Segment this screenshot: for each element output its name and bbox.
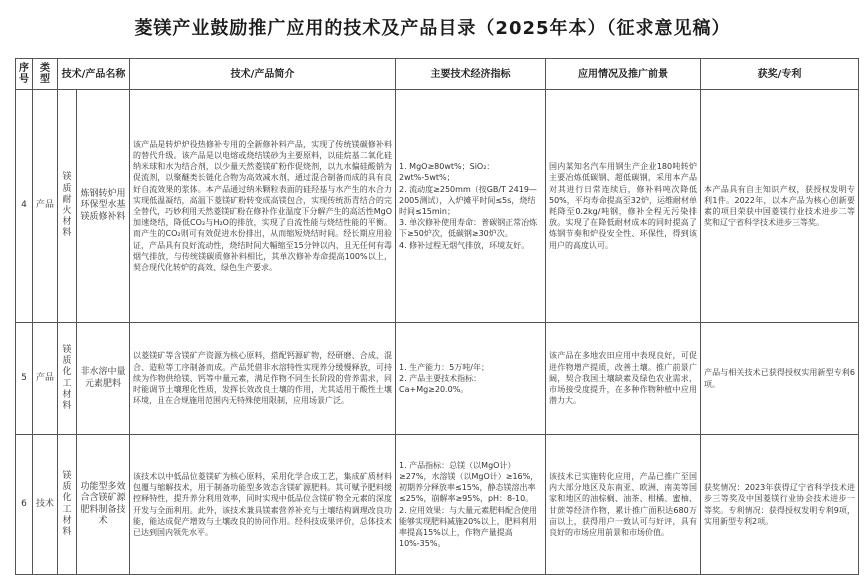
row-seq: 6 (16, 435, 33, 575)
table-row (16, 435, 859, 575)
row-name: 非水溶中量元素肥料 (77, 323, 130, 435)
indicator-item: 2. 产品主要技术指标：Ca+Mg≥20.0%。 (399, 373, 482, 395)
row-seq: 5 (16, 323, 33, 435)
awards-text: 产品与相关技术已获得授权实用新型专利6项。 (704, 368, 855, 389)
header-type: 类型 (33, 59, 58, 90)
indicator-item: 2. 流动度≥250mm（按GB/T 2419—2005测试），入炉摊平时间≤5s，烧结时间≤15min； (399, 184, 537, 216)
row-intro (130, 435, 396, 575)
header-name: 技术/产品名称 (58, 59, 130, 90)
table-row (16, 323, 859, 435)
header-intro: 技术/产品简介 (130, 59, 396, 90)
row-category: 镁质化工材料 (58, 323, 77, 435)
table-row (16, 90, 859, 323)
indicator-item: 4. 修补过程无烟气排放，环境友好。 (399, 240, 530, 250)
row-indicators (396, 323, 546, 435)
row-awards (701, 435, 859, 575)
page-title: 菱镁产业鼓励推广应用的技术及产品目录（2025年本）（征求意见稿） (134, 18, 731, 39)
header-awards: 获奖/专利 (701, 59, 859, 90)
indicator-item: 2. 应用效果：与大量元素肥料配合使用能够实现肥料减施20%以上，肥料利用率提高15%以上，作物产量提高10%-35%。 (399, 505, 538, 549)
row-type: 技术 (33, 435, 58, 575)
header-application: 应用情况及推广前景 (546, 59, 701, 90)
row-category: 镁质耐火材料 (58, 90, 77, 323)
row-application (546, 323, 701, 435)
row-name: 功能型多效合含镁矿源肥料制备技术 (77, 435, 130, 575)
intro-text: 以菱镁矿等含镁矿产资源为核心原料，搭配钙源矿物，经研磨、合成、混合、造粒等工序制备而成。产品凭借非水溶特性实现养分缓慢释放，可持续为作物供给镁、钙等中量元素，满足作物不同生长阶段的营养需求，同时能调节土壤理化性质，发挥长效改良土壤的作用，尤其适用于酸性土壤环境，且在合规施用范围内无特殊使用限制，应用场景广泛。 (133, 351, 392, 406)
row-category: 镁质化工材料 (58, 435, 77, 575)
header-indicators: 主要技术经济指标 (396, 59, 546, 90)
application-text: 该产品在多地农田应用中表现良好，可促进作物增产提质，改善土壤。推广前景广阔，契合我国土壤缺素及绿色农业需求，市场接受度提升，在多种作物种植中应用潜力大。 (549, 351, 697, 406)
row-name: 炼钢转炉用环保型水基镁质修补料 (77, 90, 130, 323)
indicator-item: 3. 单次修补使用寿命：普碳钢正常冶炼下≥50炉次，低碳钢≥30炉次。 (399, 218, 538, 239)
table-header-row (16, 59, 859, 90)
row-indicators (396, 435, 546, 575)
indicator-item: 1. MgO≥80wt%；SiO₂：2wt%-5wt%； (399, 162, 495, 183)
application-text: 国内某知名汽车用钢生产企业180吨转炉主要冶炼低碳钢、超低碳钢，采用本产品对其进行日常连续后，修补料吨次降低50%，平均寿命提高至32炉，运维耐材单耗降至0.2kg/吨钢，修补全程无污染排放。实现了在降低耐材成本的同时提高了炼钢节奏和炉役安全性、环保性，得到该用户的高度认可。 (549, 162, 697, 250)
intro-text: 该产品是转炉炉役热修补专用的全新修补料产品，实现了传统镁碳修补料的替代升级。该产品是以电熔或烧结镁砂为主要原料，以硅烷基二氧化硅纳米球和水为结合剂，以少量天然菱镁矿粉作促烧剂，以九水偏硅酸钠为促流剂，以聚醚类长链化合物为高效减水剂，通过混合制备而成的具有良好自流效果的浆体。本产品通过纳米颗粒表面的硅羟基与水产生的水合力实现低温凝结，高温下菱镁矿粉转变成高镁包合，实现传统沥青结合的完全替代，巧妙利用天然菱镁矿粉在修补作业温度下分解产生的高活性MgO加速烧结，降低CO₂与H₂O的排放，实现了自流性能与烧结性能的平衡。而产生的CO₂则可有效促进水份排出，从而缩短烧结时间。经长期应用验证，产品具有良好流动性，烧结时间大幅缩至15分钟以内，且无任何有毒烟气排放，与传统镁碳质修补料相比，其单次修补寿命提高100%以上，契合现代化转炉的高效、绿色生产要求。 (133, 139, 392, 273)
indicator-item: 1. 生产能力：5万吨/年； (399, 362, 489, 372)
row-awards (701, 323, 859, 435)
awards-text: 获奖情况：2023年获得辽宁省科学技术进步三等奖及中国菱镁行业协会技术进步一等奖。专利情况：获得授权发明专利9项，实用新型专利2项。 (704, 483, 855, 526)
header-seq: 序号 (16, 59, 33, 90)
row-type: 产品 (33, 90, 58, 323)
intro-text: 该技术以中低品位菱镁矿为核心原料，采用化学合成工艺，集成矿质材料包覆与缩解技术，用于制备功能型多效态含镁矿源肥料。其可赋予肥料缓控释特性，提升养分利用效率，同时实现中低品位含镁矿物全元素的深度开发与全面利用。此外，该技术兼具镁素营养补充与土壤结构调理改良功能，能达成促产增效与土壤改良的协同作用。经科技成果评价，总体技术已达到国内领先水平。 (133, 471, 392, 537)
catalog-table (15, 58, 859, 575)
indicator-item: 1. 产品指标：总镁（以MgO计）≥27%，水溶镁（以MgO计）≥16%，初期养分释放率≤15%，静态镁溶出率≤25%，崩解率≥95%，pH：8-10。 (399, 460, 539, 504)
row-application (546, 435, 701, 575)
awards-text: 本产品具有自主知识产权，获授权发明专利1件。2022年，以本产品为核心创新要素的项目荣获中国菱镁行业技术进步二等奖和辽宁省科学技术进步三等奖。 (704, 184, 855, 228)
row-intro (130, 90, 396, 323)
row-intro (130, 323, 396, 435)
application-text: 该技术已实施转化应用，产品已推广至国内大部分地区及东南亚、欧洲、南美等国家和地区的油棕榈、油茶、柑橘、蜜柚、甘蔗等经济作物，累计推广面积达680万亩以上，获得用户一致认可与好评，具有良好的市场应用前景和市场价值。 (549, 471, 697, 537)
row-indicators (396, 90, 546, 323)
row-type: 产品 (33, 323, 58, 435)
row-awards (701, 90, 859, 323)
row-application (546, 90, 701, 323)
row-seq: 4 (16, 90, 33, 323)
